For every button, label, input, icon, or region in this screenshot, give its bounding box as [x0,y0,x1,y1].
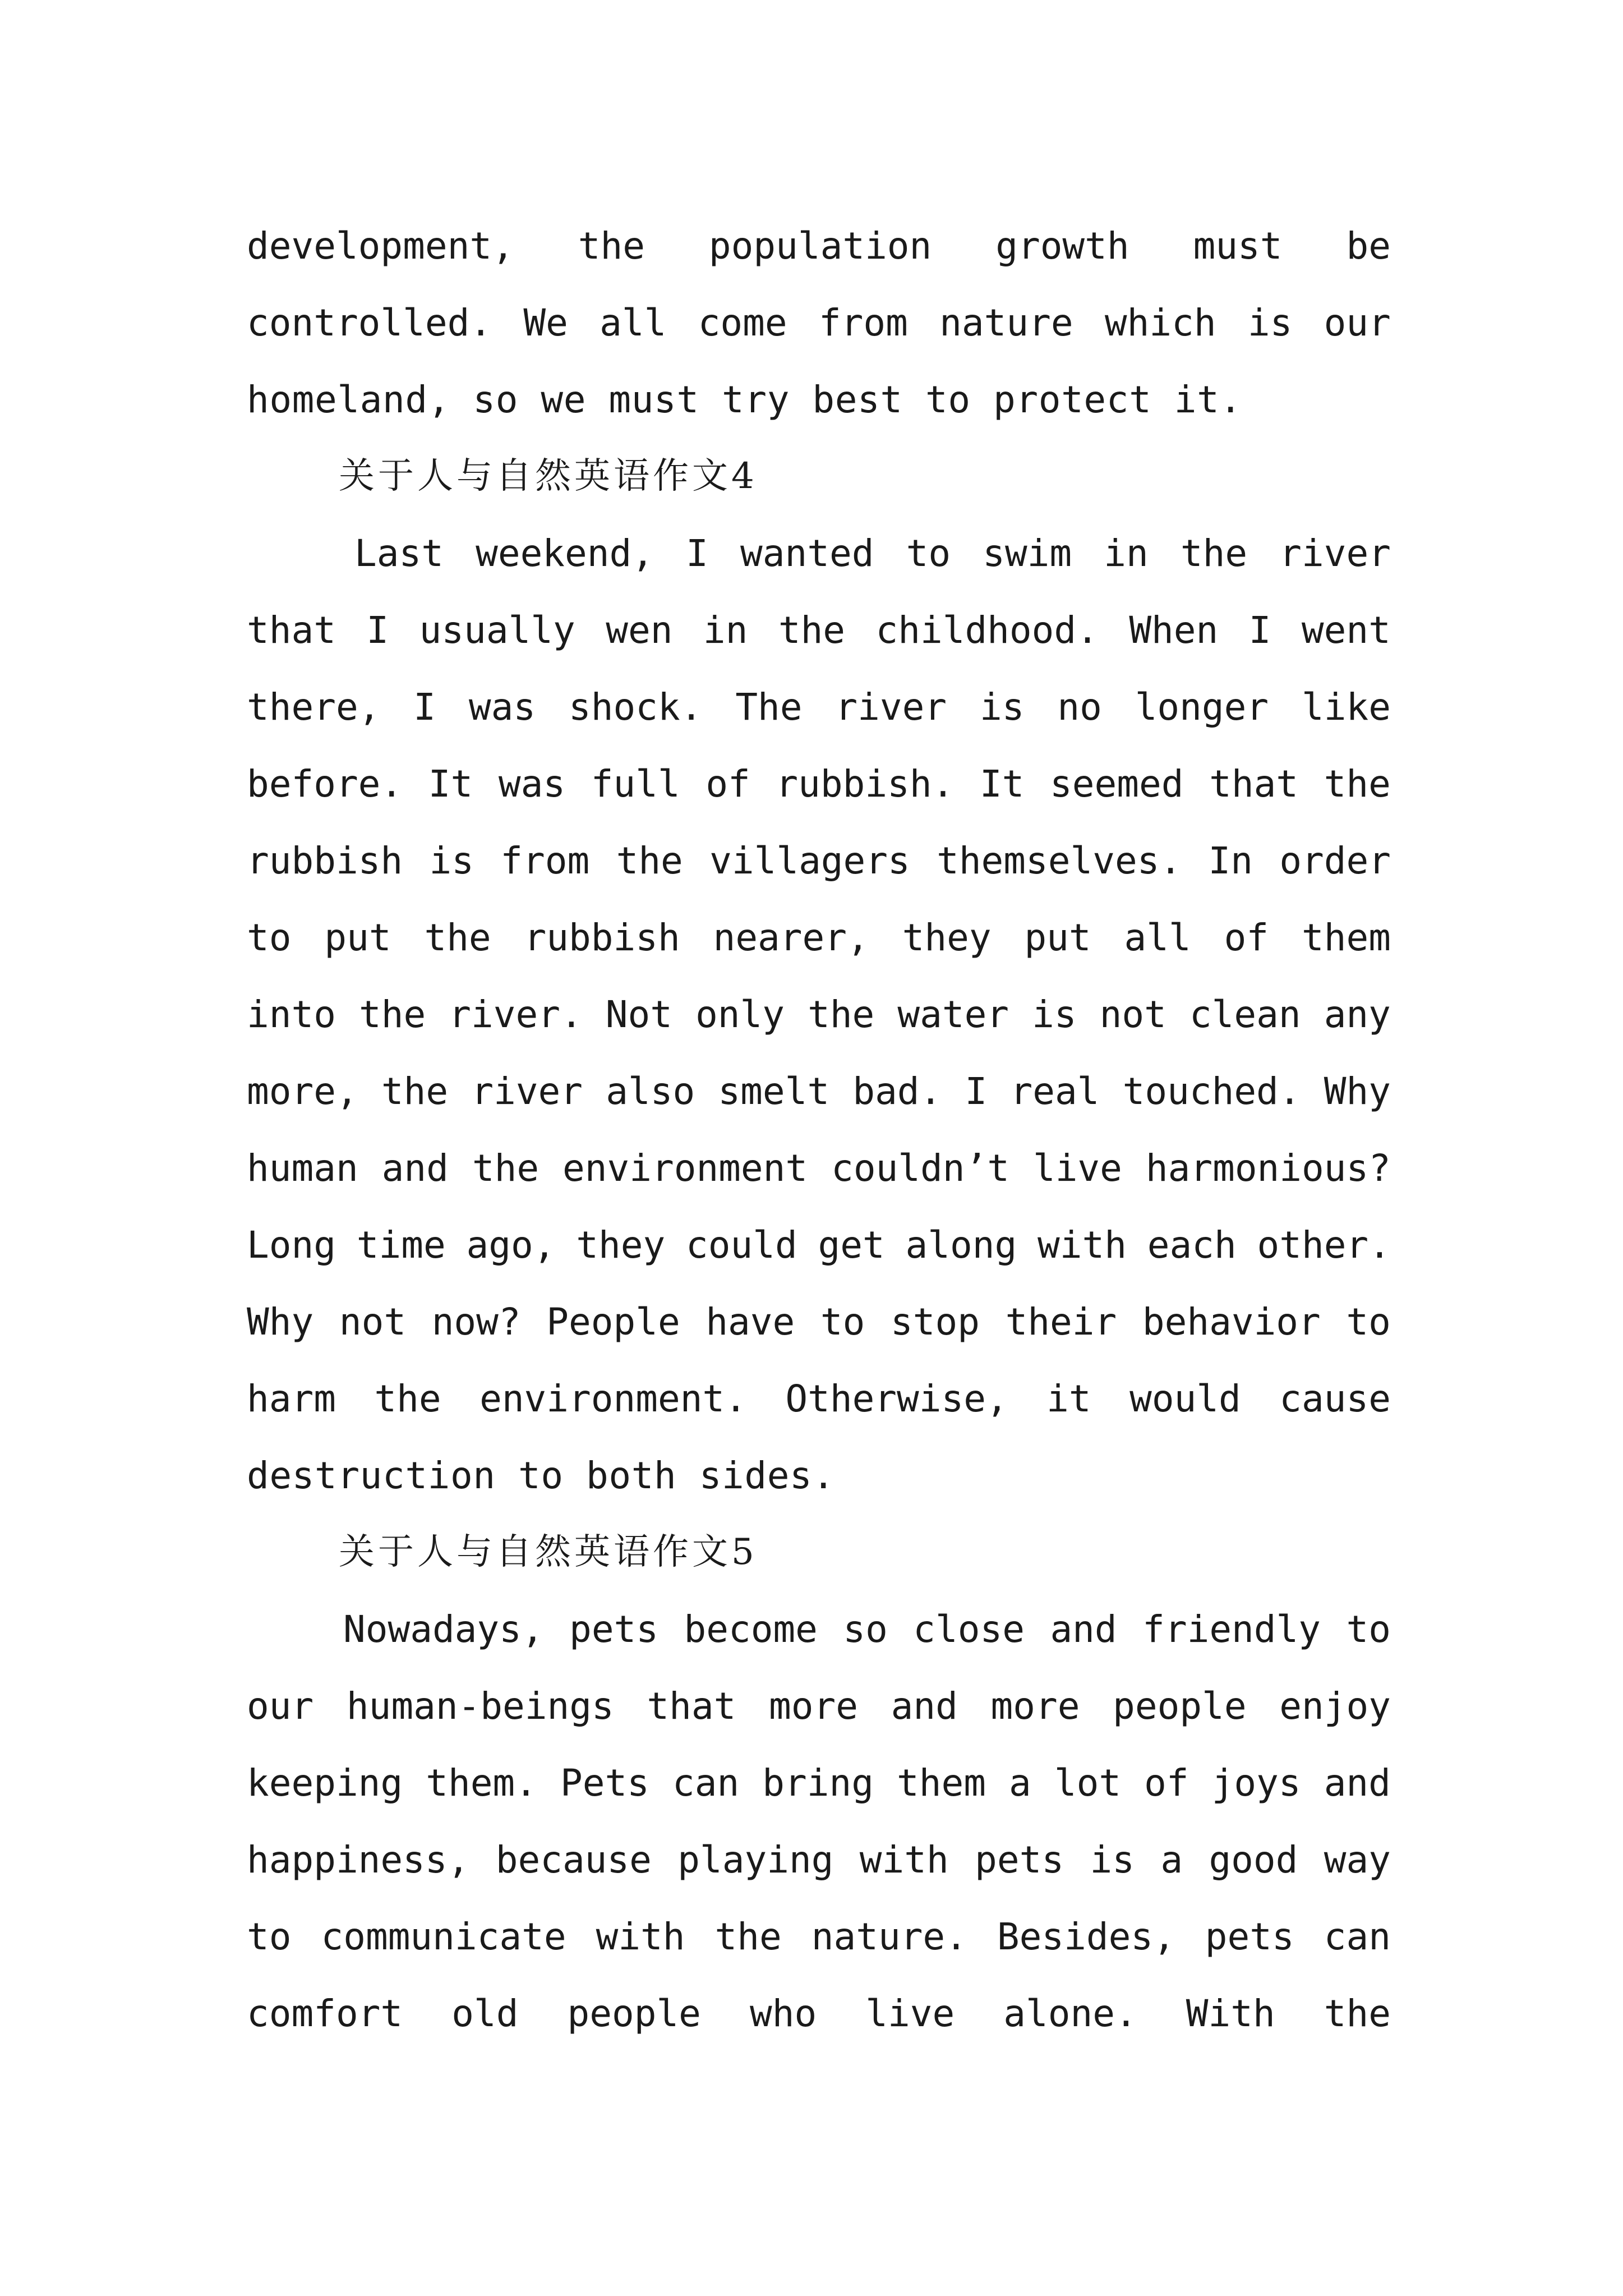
word: them. [426,1761,537,1805]
word: the [808,993,875,1036]
paragraph-line [247,1821,1391,1898]
word: full [591,762,680,806]
word: a [1009,1761,1031,1805]
word: order [1279,839,1391,882]
word: water [897,993,1009,1036]
word: the [1324,1992,1391,2035]
word: I [686,532,708,575]
word: can [672,1761,740,1805]
word: and [891,1685,958,1728]
word: nature. [811,1915,967,1958]
word: communicate [321,1915,566,1958]
word: like [1301,685,1391,729]
word: seemed [1050,762,1184,806]
word: to [247,916,292,959]
word: the [1180,532,1248,575]
word: before. [247,762,403,806]
word: environment. [479,1377,747,1420]
paragraph-line [247,1591,1391,1668]
word: Why [247,1300,314,1343]
word: because [495,1838,652,1881]
word: is [979,685,1025,729]
word: I [1248,609,1271,652]
word: wanted [740,532,874,575]
word: nearer, [713,916,869,959]
word: to [1346,1300,1391,1343]
word: behavior [1142,1300,1321,1343]
word: the [578,224,645,268]
word: it [1046,1377,1091,1420]
word: touched. [1122,1070,1301,1113]
word: them [897,1761,986,1805]
word: rubbish [247,839,403,882]
word: In [1208,839,1253,882]
word: of [1144,1761,1189,1805]
word: We [523,301,568,344]
word: controlled. [247,301,492,344]
paragraph-line [247,822,1391,899]
word: put [1024,916,1091,959]
word: become [684,1608,818,1651]
word: along [905,1223,1017,1267]
word: the [778,609,846,652]
word: people [567,1992,701,2035]
document-text-body [247,208,1391,2052]
word: time [356,1223,446,1267]
word: other. [1257,1223,1391,1267]
word: enjoy [1279,1685,1391,1728]
paragraph-line [247,1668,1391,1745]
word: to [1346,1608,1391,1651]
word: Besides, [997,1915,1175,1958]
word: to [906,532,951,575]
paragraph-line [247,1283,1391,1360]
word: that [247,609,336,652]
word: that [647,1685,736,1728]
word: harm [247,1377,336,1420]
word: all [600,301,667,344]
word: was [468,685,536,729]
word: not [1099,993,1166,1036]
word: the [1324,762,1391,806]
word: live [865,1992,955,2035]
word: ago, [466,1223,556,1267]
word: cause [1279,1377,1391,1420]
paragraph-line [247,1745,1391,1821]
word: more [769,1685,858,1728]
word: I [366,609,389,652]
word: them [1301,916,1391,959]
word: be [1346,224,1391,268]
word: no [1057,685,1102,729]
word: smelt [718,1070,830,1113]
word: the [424,916,491,959]
word: went [1301,609,1391,652]
word: is [1032,993,1077,1036]
paragraph-line-text: destruction to both sides. [247,1454,835,1497]
word: from [500,839,590,882]
word: It [428,762,473,806]
word: any [1324,993,1391,1036]
word: swim [983,532,1072,575]
word: more [990,1685,1080,1728]
word: our [1324,301,1391,344]
word: that [1209,762,1299,806]
word: now? [431,1300,521,1343]
word: would [1129,1377,1241,1420]
word: Last [354,532,444,575]
word: with [859,1838,949,1881]
word: live [1032,1147,1122,1190]
word: there, [247,685,381,729]
word: not [339,1300,407,1343]
word: population [708,224,932,268]
word: stop [891,1300,980,1343]
word: and [1324,1761,1391,1805]
paragraph-line [247,592,1391,669]
word: also [606,1070,695,1113]
word: is [1247,301,1293,344]
word: they [576,1223,666,1267]
word: real [1010,1070,1100,1113]
word: to [247,1915,292,1958]
word: river [835,685,947,729]
paragraph-line [247,976,1391,1053]
word: Not [605,993,672,1036]
word: nature [939,301,1073,344]
word: I [413,685,436,729]
word: growth [995,224,1129,268]
word: themselves. [937,839,1182,882]
paragraph-line [247,1207,1391,1283]
word: which [1104,301,1216,344]
word: and [381,1147,449,1190]
word: human-beings [346,1685,614,1728]
word: the [714,1915,782,1958]
word: Pets [560,1761,649,1805]
word: wen [606,609,673,652]
paragraph-line [247,746,1391,822]
word: villagers [709,839,910,882]
word: Otherwise, [785,1377,1008,1420]
paragraph-line [247,1437,1391,1514]
word: couldn’t [831,1147,1009,1190]
word: can [1324,1915,1391,1958]
word: way [1324,1838,1391,1881]
word: harmonious? [1145,1147,1391,1190]
paragraph-line [247,899,1391,976]
paragraph-line [247,1975,1391,2052]
word: their [1005,1300,1117,1343]
word: a [1160,1838,1183,1881]
paragraph-line [247,1898,1391,1975]
word: alone. [1003,1992,1137,2035]
word: the [472,1147,540,1190]
word: usually [419,609,575,652]
paragraph-line [247,515,1391,592]
word: environment [562,1147,808,1190]
paragraph-line [247,208,1391,284]
word: longer [1135,685,1269,729]
section-heading-text: 关于人与自然英语作文5 [339,1531,758,1573]
word: the [374,1377,441,1420]
word: people [1113,1685,1247,1728]
section-heading [247,1514,1391,1591]
word: keeping [247,1761,403,1805]
word: they [902,916,992,959]
word: pets [975,1838,1064,1881]
word: to [820,1300,865,1343]
word: When [1129,609,1219,652]
word: into [247,993,336,1036]
word: pets [1205,1915,1294,1958]
paragraph-line [247,361,1391,438]
word: The [735,685,803,729]
word: good [1209,1838,1298,1881]
word: who [749,1992,817,2035]
word: shock. [569,685,703,729]
word: and [1050,1608,1117,1651]
word: close [913,1608,1025,1651]
word: comfort [247,1992,403,2035]
word: rubbish [524,916,680,959]
section-heading-text: 关于人与自然英语作文4 [339,455,758,497]
word: People [546,1300,680,1343]
word: friendly [1142,1608,1321,1651]
word: each [1147,1223,1237,1267]
word: with [1037,1223,1127,1267]
word: from [818,301,908,344]
word: must [1193,224,1283,268]
word: lot [1054,1761,1122,1805]
word: of [706,762,750,806]
word: river [1279,532,1391,575]
word: development, [247,224,514,268]
word: happiness, [247,1838,470,1881]
word: so [843,1608,888,1651]
word: river. [449,993,583,1036]
word: I [965,1070,988,1113]
word: childhood. [875,609,1099,652]
word: bad. [852,1070,942,1113]
word: It [979,762,1025,806]
word: all [1124,916,1191,959]
word: weekend, [476,532,654,575]
word: more, [247,1070,358,1113]
word: put [324,916,391,959]
word: the [616,839,683,882]
word: rubbish. [776,762,955,806]
word: river [471,1070,583,1113]
word: playing [677,1838,834,1881]
paragraph-line [247,284,1391,361]
word: come [698,301,787,344]
word: joys [1211,1761,1301,1805]
word: only [695,993,785,1036]
word: Nowadays, [343,1608,544,1651]
word: old [451,1992,519,2035]
word: bring [762,1761,874,1805]
paragraph-line [247,1360,1391,1437]
word: is [429,839,474,882]
word: Why [1324,1070,1391,1113]
word: is [1090,1838,1135,1881]
word: could [686,1223,797,1267]
paragraph-line [247,669,1391,746]
paragraph-line-text: homeland, so we must try best to protect it. [247,378,1242,421]
section-heading [247,438,1391,515]
word: have [706,1300,795,1343]
word: Long [247,1223,336,1267]
word: our [247,1685,314,1728]
word: in [703,609,748,652]
word: pets [569,1608,659,1651]
paragraph-line [247,1053,1391,1130]
word: the [359,993,426,1036]
word: clean [1189,993,1301,1036]
word: get [818,1223,885,1267]
word: with [596,1915,685,1958]
word: the [381,1070,449,1113]
word: was [498,762,566,806]
paragraph-line [247,1130,1391,1207]
word: With [1186,1992,1275,2035]
word: of [1224,916,1269,959]
word: human [247,1147,358,1190]
word: in [1104,532,1149,575]
